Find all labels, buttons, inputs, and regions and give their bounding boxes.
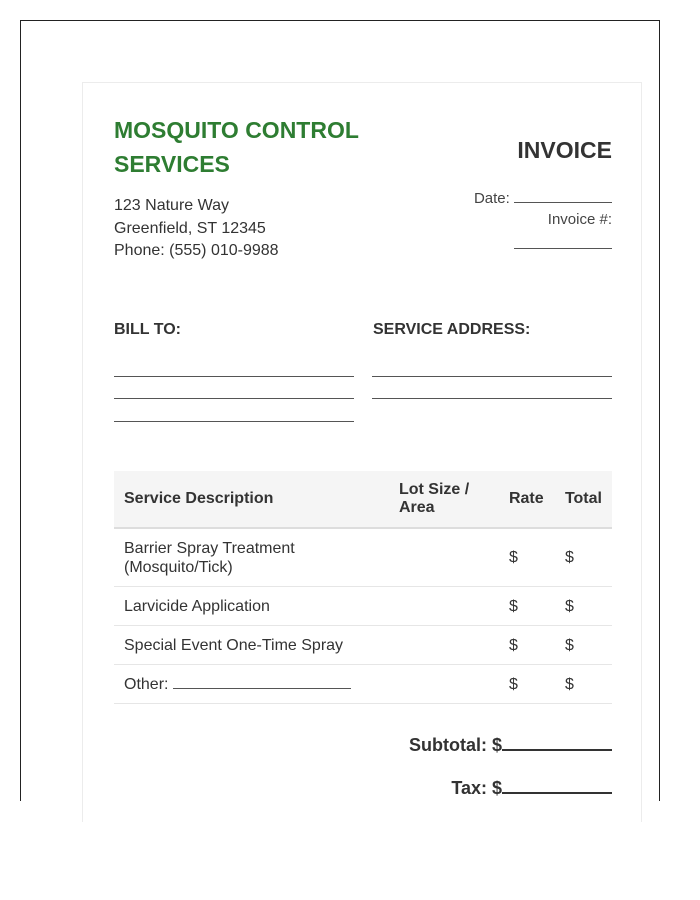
company-name: MOSQUITO CONTROL SERVICES	[114, 117, 359, 177]
date-label: Date:	[473, 190, 510, 207]
service-address-line-1[interactable]	[372, 376, 612, 377]
tax-blank[interactable]	[502, 778, 612, 794]
subtotal-blank[interactable]	[502, 735, 612, 751]
bill-to-line-3[interactable]	[114, 421, 354, 422]
services-table	[114, 471, 612, 704]
subtotal-label: Subtotal: $	[409, 735, 502, 755]
row-rate[interactable]: $	[499, 528, 555, 587]
row-rate[interactable]: $	[499, 665, 555, 704]
table-header-row	[114, 471, 612, 528]
company-address	[114, 195, 279, 263]
bill-to-line-2[interactable]	[114, 398, 354, 399]
subtotal-field[interactable]	[409, 735, 612, 756]
date-field[interactable]	[474, 188, 612, 207]
header-total: Total	[555, 471, 612, 528]
header-service-description: Service Description	[114, 471, 389, 528]
bill-to-line-1[interactable]	[114, 376, 354, 377]
table-row	[114, 528, 612, 587]
service-address-label: SERVICE ADDRESS:	[373, 321, 531, 338]
row-total[interactable]: $	[555, 528, 612, 587]
row-description: Special Event One-Time Spray	[114, 626, 389, 665]
invoice-title: INVOICE	[517, 137, 612, 163]
address-line-2: Greenfield, ST 12345	[114, 219, 266, 237]
date-blank[interactable]	[514, 188, 612, 203]
address-line-1: 123 Nature Way	[114, 197, 230, 214]
table-row	[114, 587, 612, 626]
invoice-number-label: Invoice #:	[547, 211, 612, 228]
row-description	[114, 665, 389, 704]
row-total[interactable]: $	[555, 665, 612, 704]
bill-to-label: BILL TO:	[114, 321, 181, 338]
header-rate: Rate	[499, 471, 555, 528]
row-description: Barrier Spray Treatment (Mosquito/Tick)	[114, 528, 389, 587]
row-description: Larvicide Application	[114, 587, 389, 626]
row-rate[interactable]: $	[499, 626, 555, 665]
table-row	[114, 665, 612, 704]
row-total[interactable]: $	[555, 587, 612, 626]
row-lot-size[interactable]	[389, 528, 499, 587]
row-lot-size[interactable]	[389, 587, 499, 626]
table-row	[114, 626, 612, 665]
invoice-page	[82, 82, 642, 822]
tax-label: Tax: $	[451, 778, 502, 798]
other-description-blank[interactable]	[173, 675, 351, 689]
row-total[interactable]: $	[555, 626, 612, 665]
row-lot-size[interactable]	[389, 665, 499, 704]
service-address-line-2[interactable]	[372, 398, 612, 399]
document-frame	[20, 20, 660, 801]
row-lot-size[interactable]	[389, 626, 499, 665]
invoice-number-blank[interactable]	[514, 248, 612, 249]
tax-field[interactable]	[451, 778, 612, 799]
invoice-content	[114, 83, 612, 823]
header-lot-size: Lot Size / Area	[389, 471, 499, 528]
other-label: Other:	[124, 675, 169, 693]
company-phone: Phone: (555) 010-9988	[114, 242, 279, 259]
row-rate[interactable]: $	[499, 587, 555, 626]
